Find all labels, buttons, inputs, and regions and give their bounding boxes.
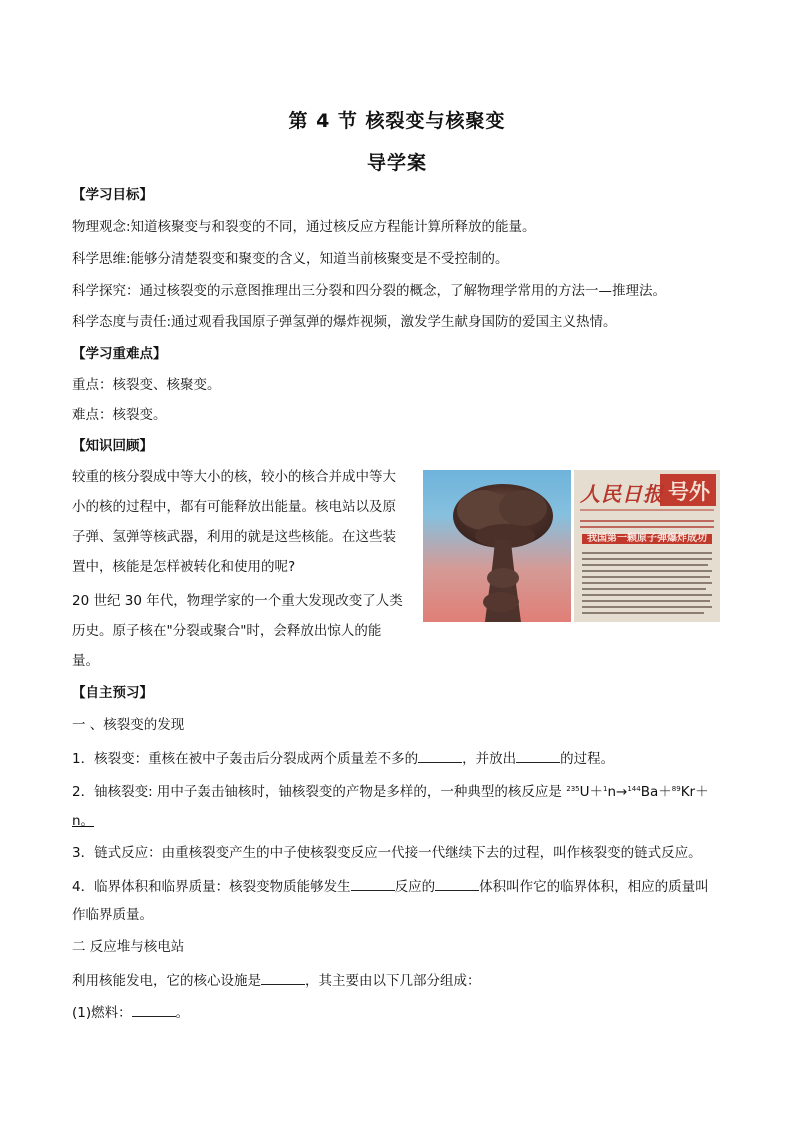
review-line: 置中，核能是怎样被转化和使用的呢? [72,559,296,575]
newspaper-extra-photo [574,470,720,622]
newspaper-extra-label: 号外 [668,480,710,504]
fill-blank[interactable] [261,970,305,985]
mushroom-cloud-photo [423,470,571,622]
newspaper-masthead: 人民日报 [580,482,664,506]
mass-number-kr: 89 [671,785,681,793]
mass-number-n: 1 [603,785,608,793]
review-line: 子弹、氢弹等核武器，利用的就是这些核能。在这些装 [72,529,396,545]
goals-header: 【学习目标】 [72,187,153,203]
item2-line: 2．铀核裂变: 用中子轰击铀核时，铀核裂变的产物是多样的，一种典型的核反应是 $^{235}$U＋$^1$n→$^{144}$Ba＋$^{89}$Kr＋ [72,784,709,800]
fill-blank[interactable] [132,1002,176,1017]
page-subtitle: 导学案 [366,152,427,174]
item2-continuation: n。 [72,813,95,829]
mass-number-u: 235 [566,785,580,793]
part1-title: 一 、核裂变的发现 [72,717,185,733]
part2-line: 利用核能发电，它的核心设施是 ，其主要由以下几部分组成： [72,970,481,990]
fill-blank[interactable] [418,748,462,763]
key-line: 难点：核裂变。 [72,407,167,423]
part2-title: 二 反应堆与核电站 [72,939,185,955]
review-line: 较重的核分裂成中等大小的核，较小的核合并成中等大 [72,469,396,485]
item4-continuation: 作临界质量。 [72,907,153,923]
mass-number-ba: 144 [627,785,641,793]
fill-blank[interactable] [516,748,560,763]
review-line: 20 世纪 30 年代，物理学家的一个重大发现改变了人类 [72,593,403,609]
item3-line: 3．链式反应：由重核裂变产生的中子使核裂变反应一代接一代继续下去的过程，叫作核裂变的链式反应。 [72,845,702,861]
fill-blank[interactable] [351,876,395,891]
goal-line: 科学思维:能够分清楚裂变和聚变的含义，知道当前核聚变是不受控制的。 [72,251,509,267]
review-line: 历史。原子核在"分裂或聚合"时，会释放出惊人的能 [72,623,382,639]
item4-line: 4．临界体积和临界质量：核裂变物质能够发生 反应的 体积叫作它的临界体积，相应的质量叫 [72,876,709,896]
newspaper-headline: 我国第一颗原子弹爆炸成功 [587,533,707,544]
goal-line: 物理观念:知道核聚变与和裂变的不同，通过核反应方程能计算所释放的能量。 [72,219,536,235]
fill-blank[interactable] [435,876,479,891]
key-line: 重点：核裂变、核聚变。 [72,377,221,393]
item1-line: 1．核裂变：重核在被中子轰击后分裂成两个质量差不多的 ，并放出 的过程。 [72,748,614,768]
preview-header: 【自主预习】 [72,685,153,701]
review-line: 量。 [72,653,99,669]
goal-line: 科学态度与责任:通过观看我国原子弹氢弹的爆炸视频，激发学生献身国防的爱国主义热情。 [72,314,617,330]
review-header: 【知识回顾】 [72,438,153,454]
review-line: 小的核的过程中，都有可能释放出能量。核电站以及原 [72,499,396,515]
keypoints-header: 【学习重难点】 [72,346,167,362]
goal-line: 科学探究：通过核裂变的示意图推理出三分裂和四分裂的概念，了解物理学常用的方法一—推理法。 [72,283,666,299]
fuel-line: (1)燃料： 。 [72,1002,189,1022]
page-title: 第 4 节 核裂变与核聚变 [288,110,506,132]
